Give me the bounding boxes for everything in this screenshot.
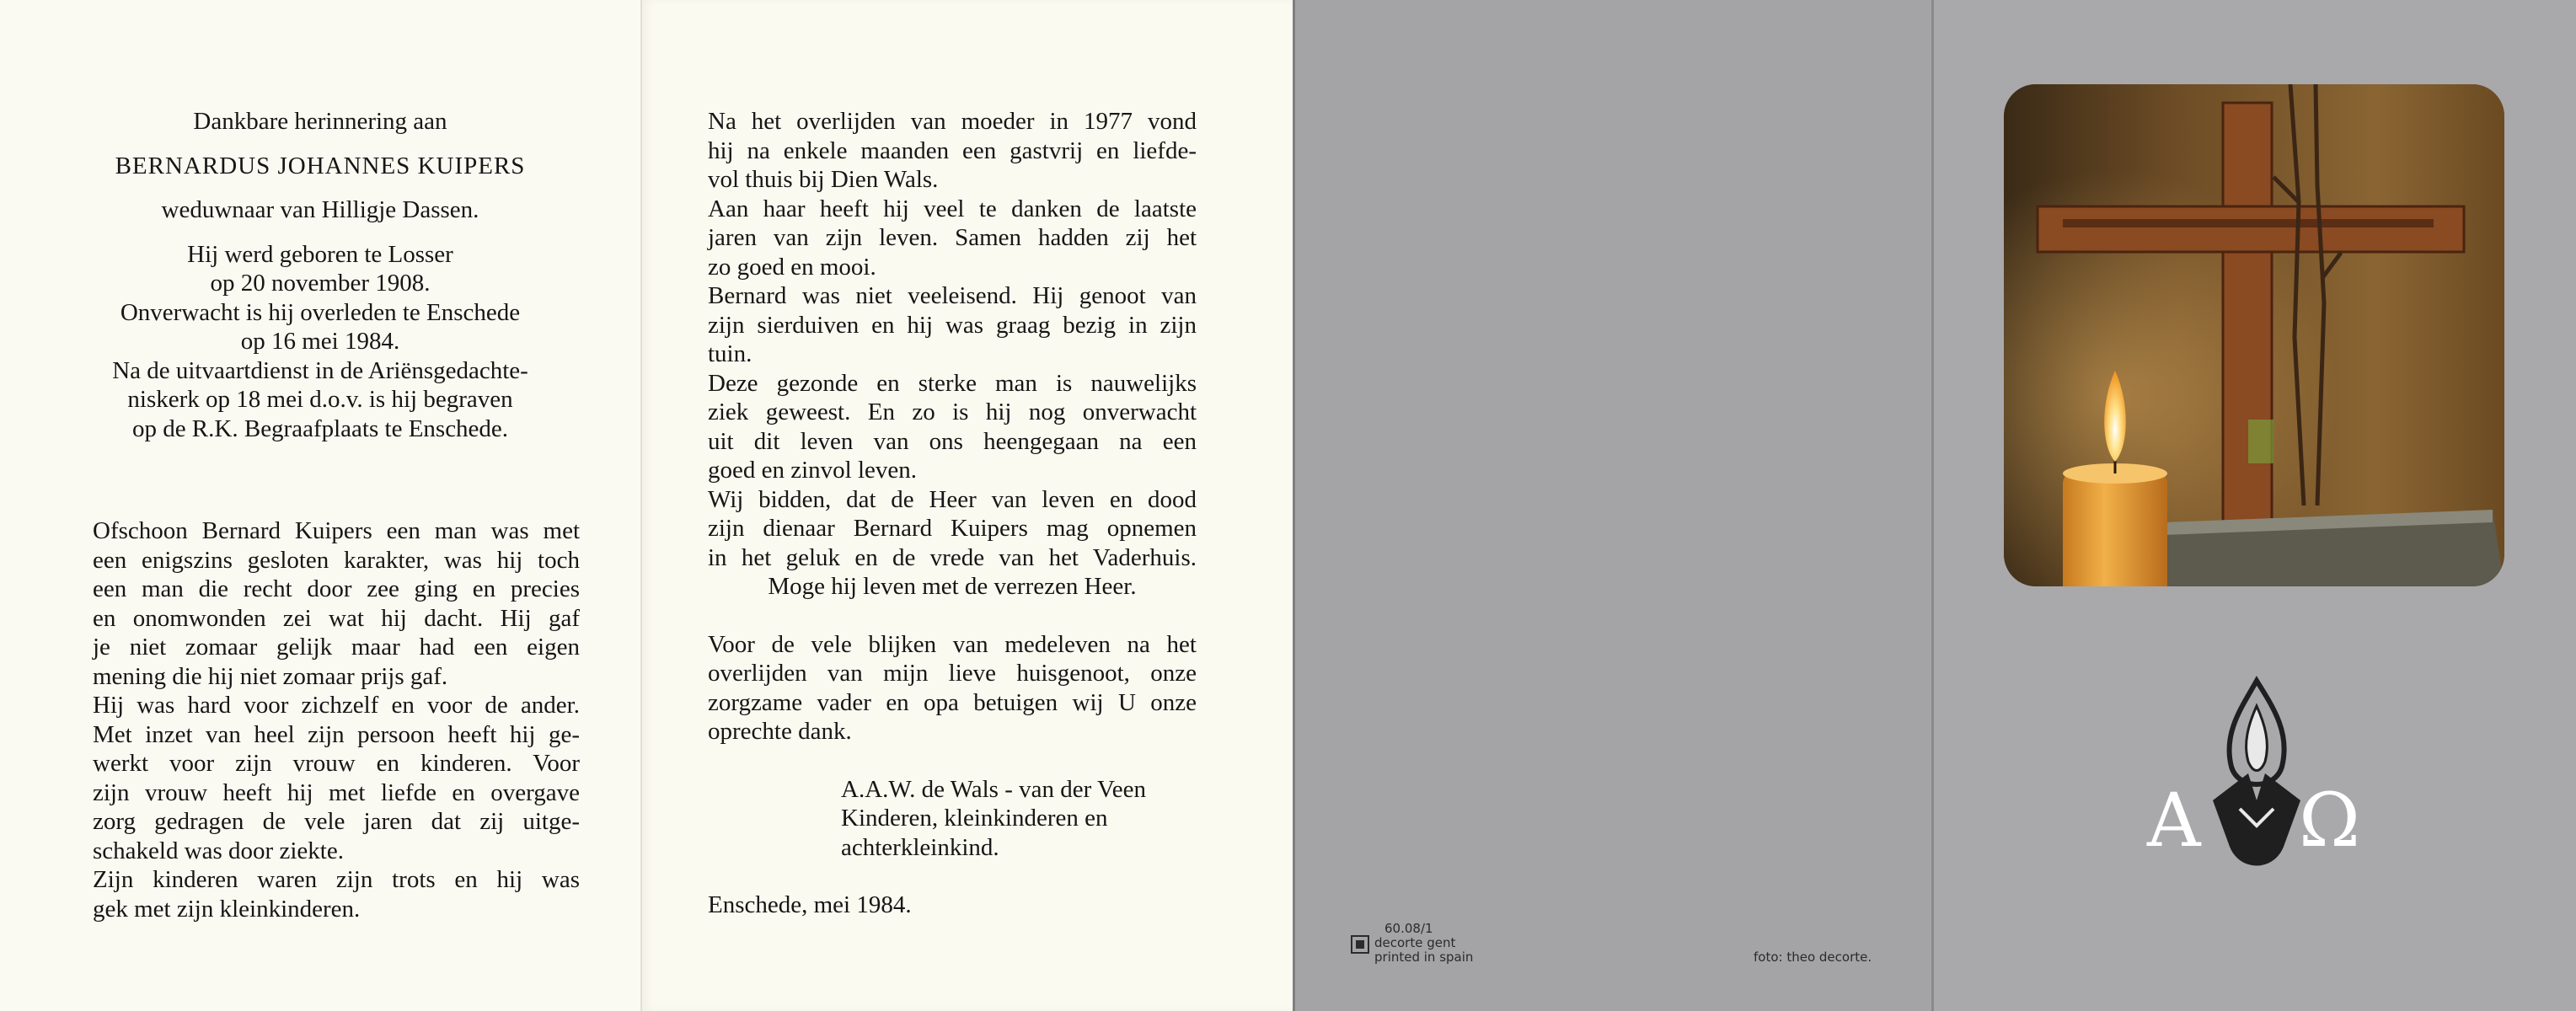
life-line: uit dit leven van ons heengegaan na een (708, 427, 1197, 455)
candle (2063, 472, 2167, 586)
tribute-line: zijn vrouw heeft hij met liefde en overgave (93, 778, 580, 806)
card-page-right (642, 0, 1293, 1011)
life-line: Wij bidden, dat de Heer van leven en dood (708, 485, 1197, 513)
thanks-line: zorgzame vader en opa betuigen wij U onze (708, 688, 1197, 716)
birth-line-6: niskerk op 18 mei d.o.v. is hij begraven (127, 386, 513, 413)
life-line: hij na enkele maanden een gastvrij en liefde- (708, 136, 1197, 164)
tribute-line: een enigszins gesloten karakter, was hij toch (93, 546, 580, 574)
omega-symbol: Ω (2299, 777, 2360, 864)
life-line: goed en zinvol leven. (708, 457, 918, 484)
birth-line-1: Hij werd geboren te Losser (187, 240, 453, 268)
life-line: vol thuis bij Dien Wals. (708, 166, 939, 193)
candle-cross-photo (2004, 84, 2504, 586)
tribute-line: je niet zomaar gelijk maar had een eigen (93, 634, 580, 661)
prayer-line: Moge hij leven met de verrezen Heer. (768, 573, 1137, 600)
header-block (74, 107, 566, 443)
tribute-text (93, 516, 580, 923)
card-page-left (0, 0, 642, 1011)
print-info (1374, 922, 1473, 965)
life-line: tuin. (708, 340, 752, 367)
life-line: jaren van zijn leven. Samen hadden zij het (708, 224, 1197, 251)
thanks-line: Voor de vele blijken van medeleven na het (708, 630, 1197, 658)
life-line: Bernard was niet veeleisend. Hij genoot van (708, 282, 1197, 309)
print-code: 60.08/1 (1384, 921, 1433, 936)
deceased-name: BERNARDUS JOHANNES KUIPERS (115, 152, 526, 179)
alpha-omega-emblem (2147, 674, 2366, 893)
birth-line-3: Onverwacht is hij overleden te Enschede (120, 298, 521, 326)
life-line: in het geluk en de vrede van het Vaderhuis. (708, 543, 1197, 571)
widower-line: weduwnaar van Hilligje Dassen. (161, 196, 479, 223)
signature-line: achterkleinkind. (841, 833, 999, 861)
memorial-heading: Dankbare herinnering aan (193, 108, 447, 135)
tribute-line: een man die recht door zee ging en precies (93, 575, 580, 602)
tribute-line: zorg gedragen de vele jaren dat zij uitge- (93, 808, 580, 835)
birth-line-5: Na de uitvaartdienst in de Ariënsgedachte- (112, 356, 528, 384)
tribute-line: schakeld was door ziekte. (93, 837, 344, 864)
life-line: Deze gezonde en sterke man is nauwelijks (708, 369, 1197, 397)
tribute-line: mening die hij niet zomaar prijs gaf. (93, 662, 448, 690)
thanks-line: oprechte dank. (708, 718, 852, 745)
tribute-line: Hij was hard voor zichzelf en voor de ander. (93, 692, 580, 719)
signature-line: Kinderen, kleinkinderen en (841, 805, 1108, 832)
tribute-line: en onomwonden zei wat hij dacht. Hij gaf (93, 604, 580, 632)
open-hands-icon (2213, 773, 2300, 866)
publisher-name: decorte gent (1374, 935, 1456, 950)
tribute-line: Met inzet van heel zijn persoon heeft hij ge- (93, 720, 580, 748)
life-line: zijn sierduiven en hij was graag bezig in zijn (708, 311, 1197, 339)
tribute-line: werkt voor zijn vrouw en kinderen. Voor (93, 750, 580, 777)
birth-line-4: op 16 mei 1984. (240, 328, 400, 355)
life-line: Na het overlijden van moeder in 1977 vond (708, 108, 1197, 135)
alpha-symbol: Α (2147, 777, 2201, 864)
tribute-line: Ofschoon Bernard Kuipers een man was met (93, 517, 580, 544)
signature-line: A.A.W. de Wals - van der Veen (841, 775, 1146, 803)
life-line: zo goed en mooi. (708, 253, 876, 281)
tribute-line: gek met zijn kleinkinderen. (93, 895, 361, 923)
place-date: Enschede, mei 1984. (708, 891, 912, 918)
life-line: Aan haar heeft hij veel te danken de laatste (708, 195, 1197, 222)
photo-credit: foto: theo decorte. (1754, 949, 1872, 965)
life-line: ziek geweest. En zo is hij nog onverwacht (708, 399, 1197, 425)
printed-in: printed in spain (1374, 949, 1474, 965)
life-line: zijn dienaar Bernard Kuipers mag opnemen (708, 515, 1197, 542)
thanks-line: overlijden van mijn lieve huisgenoot, onze (708, 660, 1197, 687)
birth-line-2: op 20 november 1908. (210, 270, 431, 297)
life-text (708, 107, 1197, 920)
lichen (2248, 420, 2273, 463)
publisher-logo-icon (1351, 935, 1369, 954)
tribute-line: Zijn kinderen waren zijn trots en hij was (93, 866, 580, 893)
card-back-cover (1293, 0, 1931, 1011)
birth-line-7: op de R.K. Begraafplaats te Enschede. (131, 415, 509, 442)
